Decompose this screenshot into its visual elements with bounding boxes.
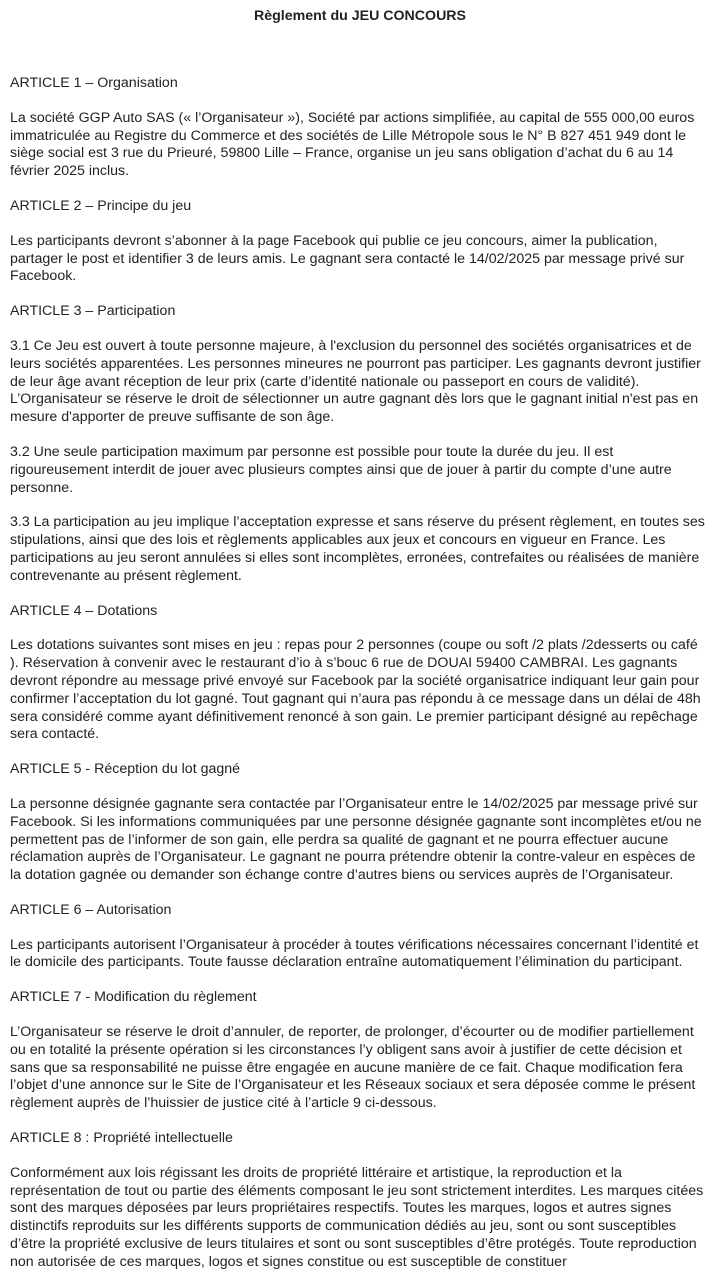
article-2	[10, 198, 710, 286]
article-paragraph: 3.1 Ce Jeu est ouvert à toute personne majeure, à l'exclusion du personnel des sociétés organisatrices et de leurs sociétés apparentées. Les personnes mineures ne pourront pas participer. Les gagnants devront justifier de leur âge avant réception de leur prix (carte d’identité nationale ou passeport en cours de validité). L’Organisateur se réserve le droit de sélectionner un autre gagnant dès lors que le gagnant initial n'est pas en mesure d'apporter de preuve suffisante de son âge.	[10, 337, 701, 426]
article-paragraph: Conformément aux lois régissant les droits de propriété littéraire et artistique, la reproduction et la représentation de tout ou partie des éléments composant le jeu sont strictement interdites. Les marques citées sont des marques déposées par leurs propriétaires respectifs. Toutes les marques, logos et autres signes distinctifs reproduits sur les différents supports de communication dédiés au jeu, sont ou sont susceptibles d’être la propriété exclusive de leurs titulaires et sont ou sont susceptibles d’être protégés. Toute reproduction non autorisée de ces marques, logos et signes constitue ou est susceptible de constituer	[10, 1164, 704, 1270]
article-paragraph: Les participants autorisent l’Organisateur à procéder à toutes vérifications nécessaires concernant l’identité et le domicile des participants. Toute fausse déclaration entraîne automatiquement l’élimination du participant.	[10, 936, 699, 971]
document	[0, 8, 720, 1272]
article-heading: ARTICLE 1 – Organisation	[10, 75, 178, 91]
article-heading: ARTICLE 7 - Modification du règlement	[10, 989, 257, 1006]
article-paragraph: L’Organisateur se réserve le droit d’annuler, de reporter, de prolonger, d’écourter ou de modifier partiellement ou en totalité la présente opération si les circonstances l’y obligent sans avoir à justifier de cette décision et sans que sa responsabilité ne puisse être engagée en aucune manière de ce fait. Chaque modification fera l’objet d’une annonce sur le Site de l’Organisateur et les Réseaux sociaux et sera déposée comme le présent règlement auprès de l’huissier de justice cité à l’article 9 ci-dessous.	[10, 1024, 696, 1112]
article-3	[10, 303, 710, 585]
article-heading: ARTICLE 3 – Participation	[10, 303, 176, 320]
title-spacer	[10, 26, 710, 75]
article-8	[10, 1130, 710, 1272]
article-heading: ARTICLE 5 - Réception du lot gagné	[10, 761, 241, 778]
article-4	[10, 603, 710, 745]
article-paragraph: La société GGP Auto SAS (« l’Organisateur »), Société par actions simplifiée, au capital de 555 000,00 euros immatriculée au Registre du Commerce et des sociétés de Lille Métropole sous le N° B 827 451 949 dont le siège social est 3 rue du Prieuré, 59800 Lille – France, organise un jeu sans obligation d’achat du 6 au 14 février 2025 inclus.	[10, 109, 695, 180]
article-paragraph: 3.2 Une seule participation maximum par personne est possible pour toute la durée du jeu. Il est rigoureusement interdit de jouer avec plusieurs comptes ainsi que de jouer à partir du compte d’une autre personne.	[10, 443, 672, 496]
article-paragraph: Les dotations suivantes sont mises en jeu : repas pour 2 personnes (coupe ou soft /2 plats /2desserts ou café ). Réservation à convenir avec le restaurant d’io à s’bouc 6 rue de DOUAI 59400 CAMBRAI. Les gagnants devront répondre au message privé envoyé sur Facebook par la société organisatrice indiquant leur gain pour confirmer l’acceptation du lot gagné. Tout gagnant qui n’aura pas répondu à ce message dans un délai de 48h sera considéré comme ayant définitivement renoncé à son gain. Le premier participant désigné au repêchage sera contacté.	[10, 637, 701, 743]
article-6	[10, 902, 710, 972]
article-paragraph: Les participants devront s’abonner à la page Facebook qui publie ce jeu concours, aimer la publication, partager le post et identifier 3 de leurs amis. Le gagnant sera contacté le 14/02/2025 par message privé sur Facebook.	[10, 232, 685, 285]
article-heading: ARTICLE 8 : Propriété intellectuelle	[10, 1130, 233, 1147]
article-heading: ARTICLE 6 – Autorisation	[10, 901, 172, 918]
document-title: Règlement du JEU CONCOURS	[253, 8, 467, 24]
article-1	[10, 75, 710, 181]
article-heading: ARTICLE 2 – Principe du jeu	[10, 197, 192, 214]
article-5	[10, 761, 710, 885]
article-heading: ARTICLE 4 – Dotations	[10, 602, 158, 619]
article-paragraph: 3.3 La participation au jeu implique l’acceptation expresse et sans réserve du présent règlement, en toutes ses stipulations, ainsi que des lois et règlements applicables aux jeux et concours en vigueur en France. Les participations au jeu seront annulées si elles sont incomplètes, erronées, contrefaites ou réalisées de manière contrevenante au présent règlement.	[10, 514, 705, 584]
article-paragraph: La personne désignée gagnante sera contactée par l’Organisateur entre le 14/02/2025 par message privé sur Facebook. Si les informations communiquées par une personne désignée gagnante sont incomplètes et/ou ne permettent pas de l’informer de son gain, elle perdra sa qualité de gagnant et ne pourra effectuer aucune réclamation auprès de l’Organisateur. Le gagnant ne pourra prétendre obtenir la contre-valeur en espèces de la dotation gagnée ou demander son échange contre d’autres biens ou services auprès de l’Organisateur.	[10, 795, 702, 884]
article-7	[10, 989, 710, 1113]
